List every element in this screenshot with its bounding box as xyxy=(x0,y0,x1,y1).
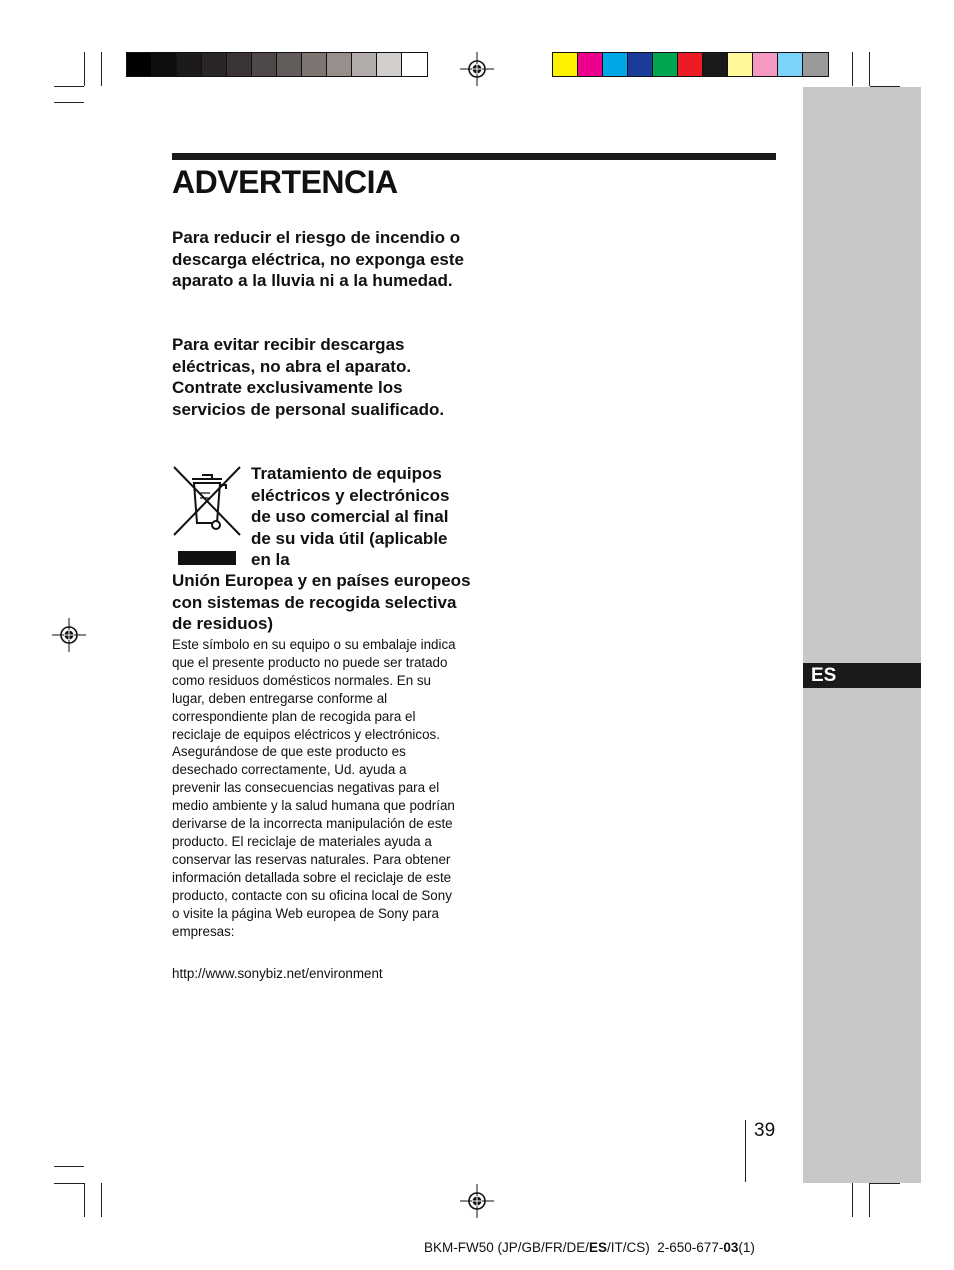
color-swatch xyxy=(302,53,327,76)
crop-mark xyxy=(54,102,84,103)
footer-model-prefix: BKM-FW50 (JP/GB/FR/DE/ xyxy=(424,1240,590,1255)
color-swatch xyxy=(653,53,678,76)
footer-model-code xyxy=(424,1240,755,1255)
color-swatch xyxy=(327,53,352,76)
color-swatch xyxy=(152,53,177,76)
crop-mark xyxy=(84,1183,85,1217)
registration-mark-icon xyxy=(52,618,86,652)
color-swatch xyxy=(352,53,377,76)
footer-model-suffix: /IT/CS) 2-650-677- xyxy=(607,1240,724,1255)
color-swatch xyxy=(202,53,227,76)
registration-mark-icon xyxy=(460,1184,494,1218)
color-swatch xyxy=(778,53,803,76)
color-swatch xyxy=(227,53,252,76)
color-swatch xyxy=(603,53,628,76)
title-rule xyxy=(172,153,776,160)
crop-mark xyxy=(869,52,870,86)
warning-do-not-open: Para evitar recibir descargas eléctricas, no abra el aparato. Contrate exclusivamente los servicios de personal sualificado. xyxy=(172,335,445,419)
footer-code-suffix: (1) xyxy=(738,1240,755,1255)
language-tab: ES xyxy=(803,663,921,688)
color-swatch xyxy=(703,53,728,76)
crop-mark xyxy=(869,1183,870,1217)
color-swatch xyxy=(277,53,302,76)
color-swatch xyxy=(803,53,828,76)
color-swatch xyxy=(578,53,603,76)
warning-fire-shock: Para reducir el riesgo de incendio o descarga eléctrica, no exponga este aparato a la lluvia ni a la humedad. xyxy=(172,228,464,290)
color-swatch xyxy=(402,53,427,76)
color-swatch xyxy=(127,53,152,76)
page-title: ADVERTENCIA xyxy=(172,164,398,200)
color-swatch xyxy=(252,53,277,76)
crop-mark xyxy=(101,52,102,86)
crop-mark xyxy=(84,52,85,86)
grayscale-calibration-bar xyxy=(126,52,428,77)
footer-code-revision: 03 xyxy=(723,1240,739,1255)
page-number: 39 xyxy=(754,1120,776,1141)
color-swatch xyxy=(177,53,202,76)
page-number-rule xyxy=(745,1120,746,1182)
weee-heading-continued: Unión Europea y en países europeos con sistemas de recogida selectiva de residuos) xyxy=(172,571,471,633)
footer-model-language: ES xyxy=(589,1240,608,1255)
crop-mark xyxy=(54,1183,84,1184)
weee-body-text: Este símbolo en su equipo o su embalaje indica que el presente producto no puede ser tratado como residuos domésticos normales. En su lugar, deben entregarse conforme al correspondiente plan de recogida para el reciclaje de equipos eléctricos y electrónicos. Asegurándose de que este producto es desechado correctamente, Ud. ayuda a prevenir las consecuencias negativas para el medio ambiente y la salud humana que podrían derivarse de la incorrecta manipulación de este producto. El reciclaje de materiales ayuda a conservar las reservas naturales. Para obtener información detallada sobre el reciclaje de este producto, contacte con su oficina local de Sony o visite la página Web europea de Sony para empresas: xyxy=(172,637,456,939)
color-swatch xyxy=(728,53,753,76)
crop-mark xyxy=(54,86,84,87)
crop-mark xyxy=(852,52,853,86)
registration-mark-icon xyxy=(460,52,494,86)
color-swatch xyxy=(553,53,578,76)
color-swatch xyxy=(753,53,778,76)
crop-mark xyxy=(870,1183,900,1184)
crop-mark xyxy=(852,1183,853,1217)
weee-heading: Tratamiento de equipos eléctricos y electrónicos de uso comercial al final de su vida útil (aplicable en la xyxy=(251,464,450,569)
color-swatch xyxy=(628,53,653,76)
color-calibration-bar xyxy=(552,52,829,77)
color-swatch xyxy=(678,53,703,76)
crop-mark xyxy=(101,1183,102,1217)
environment-url: http://www.sonybiz.net/environment xyxy=(172,966,383,981)
side-tab xyxy=(803,87,921,1183)
crop-mark xyxy=(54,1166,84,1167)
crossed-out-wheelie-bin-icon xyxy=(172,465,242,567)
color-swatch xyxy=(377,53,402,76)
